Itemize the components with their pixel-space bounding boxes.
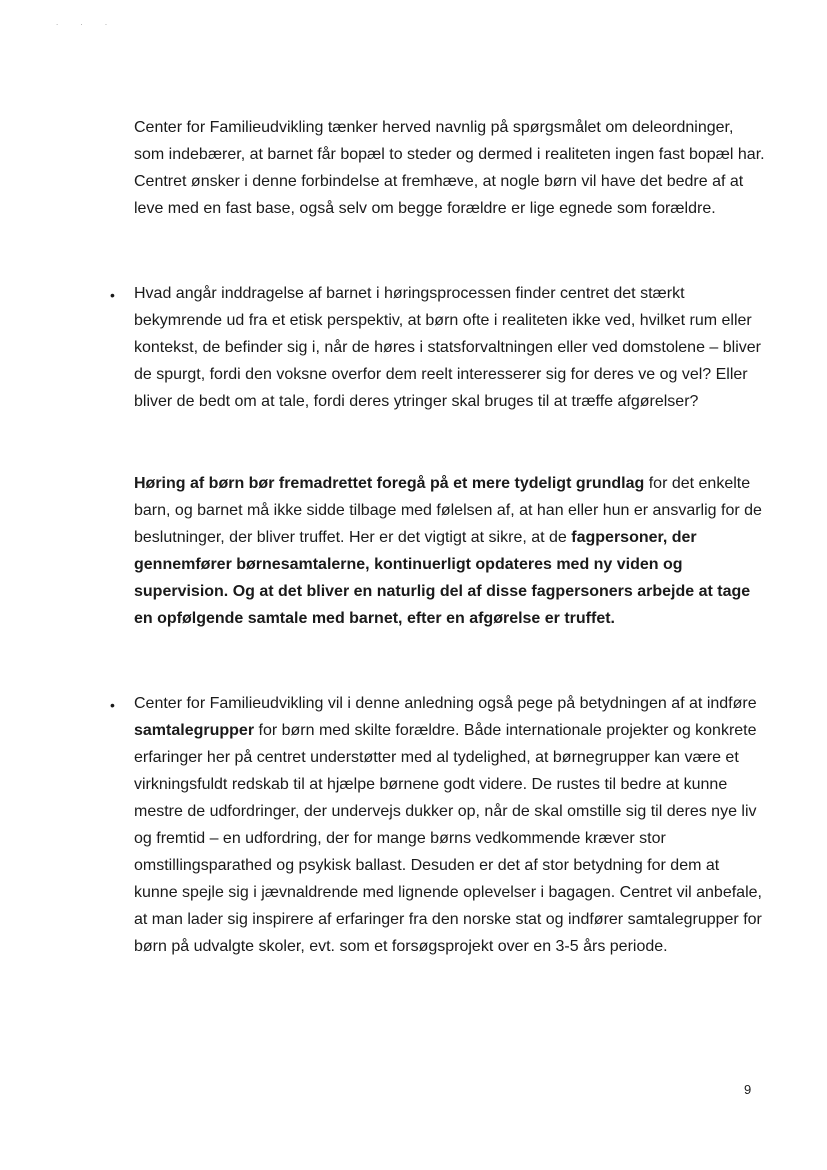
bullet-marker: • [110, 697, 115, 713]
page-number: 9 [744, 1082, 752, 1097]
paragraph-samtalegrupper [134, 690, 766, 960]
paragraph-text: Center for Familieudvikling vil i denne anledning også pege på betydningen af at indføre [134, 695, 757, 712]
paragraph-deleordninger: Center for Familieudvikling tænker herved navnlig på spørgsmålet om deleordninger, som indebærer, at barnet får bopæl to steder og dermed i realiteten ingen fast bopæl har. Centret ønsker i denne forbindelse at fremhæve, at nogle børn vil have det bedre af at leve med en fast base, også selv om begge forældre er lige egnede som forældre. [134, 119, 765, 217]
bold-emphasis: Høring af børn bør fremadrettet foregå på et mere tydeligt grundlag [134, 475, 645, 492]
paragraph-hoering-af-boern [134, 470, 766, 632]
bold-emphasis: fagpersoner, der gennemfører børnesamtalerne, kontinuerligt opdateres med ny viden og supervision. Og at det bliver en naturlig del af disse fagpersoners arbejde at tage en opfølgende samtale med barnet, efter en afgørelse er truffet. [134, 529, 751, 627]
bold-emphasis: samtalegrupper [134, 722, 255, 739]
paragraph-text: for børn med skilte forældre. Både internationale projekter og konkrete erfaringer her på centret understøtter med al tydelighed, at børnegrupper kan være et virkningsfuldt redskab til at hjælpe børnene godt videre. De rustes til bedre at kunne mestre de udfordringer, der undervejs dukker op, når de skal omstille sig til deres nye liv og fremtid – en udfordring, der for mange børns vedkommende kræver stor omstillingsparathed og psykisk ballast. Desuden er det af stor betydning for dem at kunne spejle sig i jævnaldrende med lignende oplevelser i bagagen. Centret vil anbefale, at man lader sig inspirere af erfaringer fra den norske stat og indfører samtalegrupper for børn på udvalgte skoler, evt. som et forsøgsprojekt over en 3-5 års periode. [134, 722, 762, 955]
paragraph-hoeringsprocessen: Hvad angår inddragelse af barnet i høringsprocessen finder centret det stærkt bekymrende ud fra et etisk perspektiv, at børn ofte i realiteten ikke ved, hvilket rum eller kontekst, de befinder sig i, når de høres i statsforvaltningen eller ved domstolene – bliver de spurgt, fordi den voksne overfor dem reelt interesserer sig for deres ve og vel? Eller bliver de bedt om at tale, fordi deres ytringer skal bruges til at træffe afgørelser? [134, 285, 761, 410]
bullet-marker: • [110, 287, 115, 303]
paragraph-text: for det enkelte barn, og barnet må ikke sidde tilbage med følelsen af, at han eller hun er ansvarlig for de beslutninger, der bliver truffet. Her er det vigtigt at sikre, at de [134, 475, 762, 546]
scan-specks: . . . [56, 18, 118, 27]
